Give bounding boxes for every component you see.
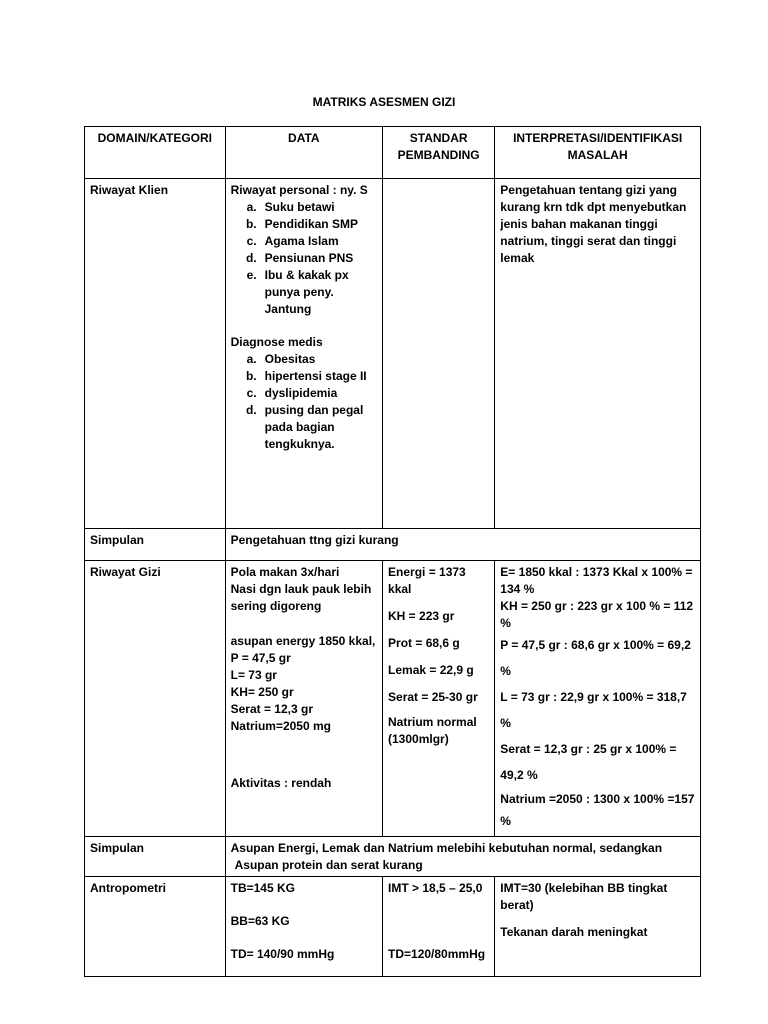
tekanan-darah: TD= 140/90 mmHg bbox=[230, 947, 335, 961]
standar-imt: IMT > 18,5 – 25,0 bbox=[388, 881, 483, 895]
asupan-kh: KH= 250 gr bbox=[230, 685, 294, 699]
simpulan-label: Simpulan bbox=[85, 837, 226, 877]
list-marker: b. bbox=[245, 217, 257, 231]
standar-riwayat-gizi bbox=[383, 561, 495, 837]
standar-prot: Prot = 68,6 g bbox=[388, 636, 460, 650]
simpulan-line-1: Asupan Energi, Lemak dan Natrium melebihi kebutuhan normal, sedangkan bbox=[230, 841, 663, 855]
standar-td: TD=120/80mmHg bbox=[388, 947, 486, 961]
list-text: Obesitas bbox=[264, 352, 316, 366]
simpulan-line-2: Asupan protein dan serat kurang bbox=[234, 858, 423, 872]
interpretasi-riwayat-gizi bbox=[495, 561, 701, 837]
list-item bbox=[231, 267, 377, 318]
interpretasi-riwayat-klien: Pengetahuan tentang gizi yang kurang krn tdk dpt menyebutkan jenis bahan makanan tinggi natrium, tinggi serat dan tinggi lemak bbox=[495, 179, 701, 529]
domain-riwayat-gizi: Riwayat Gizi bbox=[85, 561, 226, 837]
interp-serat: Serat = 12,3 gr : 25 gr x 100% = 49,2 % bbox=[500, 742, 677, 782]
data-riwayat-klien bbox=[225, 179, 382, 529]
list-text: Pendidikan SMP bbox=[264, 217, 358, 231]
pola-makan: Pola makan 3x/hari bbox=[230, 565, 340, 579]
standar-energi: Energi = 1373 kkal bbox=[388, 565, 466, 596]
list-text: Ibu & kakak px punya peny. Jantung bbox=[264, 268, 349, 316]
standar-lemak: Lemak = 22,9 g bbox=[388, 663, 474, 677]
row-riwayat-gizi bbox=[85, 561, 701, 837]
list-text: hipertensi stage II bbox=[264, 369, 367, 383]
list-item bbox=[231, 250, 377, 267]
asupan-energy: asupan energy 1850 kkal, bbox=[230, 634, 376, 648]
list-text: pusing dan pegal pada bagian tengkuknya. bbox=[264, 403, 364, 451]
interp-natrium: Natrium =2050 : 1300 x 100% =157 % bbox=[500, 792, 695, 828]
standar-riwayat-klien bbox=[383, 179, 495, 529]
row-simpulan-1 bbox=[85, 529, 701, 561]
interp-kh: KH = 250 gr : 223 gr x 100 % = 112 % bbox=[500, 599, 694, 630]
list-item bbox=[231, 216, 377, 233]
list-text: Suku betawi bbox=[264, 200, 335, 214]
interp-td: Tekanan darah meningkat bbox=[500, 925, 648, 939]
header-standar: STANDAR PEMBANDING bbox=[383, 127, 495, 179]
berat-badan: BB=63 KG bbox=[230, 914, 290, 928]
header-row bbox=[85, 127, 701, 179]
interp-energi: E= 1850 kkal : 1373 Kkal x 100% = 134 % bbox=[500, 565, 693, 596]
row-simpulan-2 bbox=[85, 837, 701, 877]
asupan-protein: P = 47,5 gr bbox=[230, 651, 291, 665]
interp-protein: P = 47,5 gr : 68,6 gr x 100% = 69,2 % bbox=[500, 638, 691, 678]
list-item bbox=[231, 233, 377, 250]
list-marker: d. bbox=[245, 251, 257, 265]
row-riwayat-klien bbox=[85, 179, 701, 529]
list-marker: a. bbox=[246, 200, 257, 214]
personal-title: Riwayat personal : ny. S bbox=[230, 183, 368, 197]
asupan-serat: Serat = 12,3 gr bbox=[230, 702, 313, 716]
list-item bbox=[231, 402, 377, 453]
page-title: MATRIKS ASESMEN GIZI bbox=[312, 95, 456, 109]
standar-kh: KH = 223 gr bbox=[388, 609, 455, 623]
list-text: dyslipidemia bbox=[264, 386, 338, 400]
list-item bbox=[231, 368, 377, 385]
header-domain: DOMAIN/KATEGORI bbox=[85, 127, 226, 179]
simpulan-label: Simpulan bbox=[85, 529, 226, 561]
data-riwayat-gizi bbox=[225, 561, 382, 837]
interpretasi-antropometri bbox=[495, 877, 701, 977]
standar-serat: Serat = 25-30 gr bbox=[388, 690, 478, 704]
list-item bbox=[231, 351, 377, 368]
standar-antropometri bbox=[383, 877, 495, 977]
nasi-lauk: Nasi dgn lauk pauk lebih sering digoreng bbox=[230, 582, 372, 613]
list-marker: e. bbox=[246, 268, 257, 282]
asupan-lemak: L= 73 gr bbox=[230, 668, 277, 682]
asupan-natrium: Natrium=2050 mg bbox=[230, 719, 331, 733]
domain-riwayat-klien: Riwayat Klien bbox=[85, 179, 226, 529]
simpulan-text: Pengetahuan ttng gizi kurang bbox=[225, 529, 700, 561]
tinggi-badan: TB=145 KG bbox=[230, 881, 295, 895]
list-marker: d. bbox=[245, 403, 257, 417]
standar-natrium: Natrium normal (1300mlgr) bbox=[388, 715, 477, 746]
data-antropometri bbox=[225, 877, 382, 977]
list-item bbox=[231, 385, 377, 402]
header-data: DATA bbox=[225, 127, 382, 179]
list-item bbox=[231, 199, 377, 216]
diagnose-title: Diagnose medis bbox=[230, 335, 323, 349]
row-antropometri bbox=[85, 877, 701, 977]
header-interpretasi: INTERPRETASI/IDENTIFIKASI MASALAH bbox=[495, 127, 701, 179]
list-marker: c. bbox=[246, 234, 257, 248]
interp-lemak: L = 73 gr : 22,9 gr x 100% = 318,7 % bbox=[500, 690, 687, 730]
list-marker: c. bbox=[246, 386, 257, 400]
list-marker: b. bbox=[245, 369, 257, 383]
aktivitas: Aktivitas : rendah bbox=[230, 776, 332, 790]
list-text: Pensiunan PNS bbox=[264, 251, 354, 265]
diagnose-list bbox=[231, 351, 377, 453]
interp-imt: IMT=30 (kelebihan BB tingkat berat) bbox=[500, 881, 668, 912]
list-text: Agama Islam bbox=[264, 234, 339, 248]
simpulan-text bbox=[225, 837, 700, 877]
assessment-table bbox=[84, 126, 701, 977]
personal-list bbox=[231, 199, 377, 318]
list-marker: a. bbox=[246, 352, 257, 366]
domain-antropometri: Antropometri bbox=[85, 877, 226, 977]
